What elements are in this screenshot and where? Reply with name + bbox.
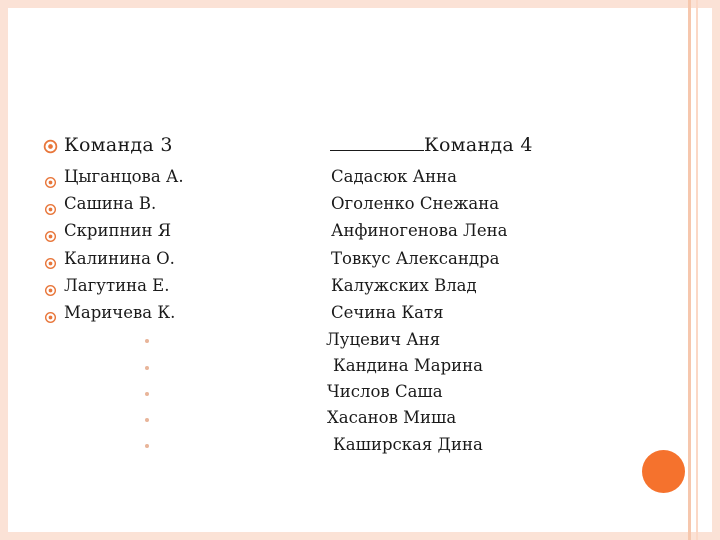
- circle-bullet-icon: [44, 203, 57, 216]
- team4-member: Оголенко Снежана: [331, 194, 500, 213]
- team4-member: Калужских Влад: [331, 276, 477, 295]
- small-dot-icon: [145, 392, 149, 396]
- team4-member: Кандина Марина: [333, 356, 483, 375]
- team4-member: Сечина Катя: [331, 303, 444, 322]
- orange-circle-decoration: [642, 450, 685, 493]
- team3-member: Калинина О.: [64, 249, 175, 268]
- small-dot-icon: [145, 418, 149, 422]
- team3-member: Маричева К.: [64, 303, 176, 322]
- heading-underline: [330, 134, 424, 151]
- right-decor-band-thin: [696, 0, 698, 540]
- small-dot-icon: [145, 444, 149, 448]
- small-dot-icon: [145, 339, 149, 343]
- team4-member: Хасанов Миша: [327, 408, 457, 427]
- team4-member: Каширская Дина: [333, 435, 483, 454]
- circle-bullet-icon: [44, 311, 57, 324]
- team3-member: Скрипнин Я: [64, 221, 172, 240]
- circle-bullet-icon: [44, 230, 57, 243]
- right-decor-band: [688, 0, 691, 540]
- team4-member: Числов Саша: [327, 382, 443, 401]
- team4-heading: Команда 4: [424, 134, 533, 156]
- team3-heading: Команда 3: [64, 134, 173, 156]
- team4-member: Анфиногенова Лена: [331, 221, 508, 240]
- team3-member: Сашина В.: [64, 194, 157, 213]
- circle-bullet-icon: [44, 284, 57, 297]
- small-dot-icon: [145, 366, 149, 370]
- circle-bullet-icon: [44, 176, 57, 189]
- circle-bullet-icon: [43, 139, 58, 154]
- team4-member: Товкус Александра: [331, 249, 500, 268]
- circle-bullet-icon: [44, 257, 57, 270]
- team4-heading-row: [330, 134, 533, 156]
- team3-member: Лагутина Е.: [64, 276, 170, 295]
- team3-member: Цыганцова А.: [64, 167, 184, 186]
- team4-member: Садасюк Анна: [331, 167, 457, 186]
- team4-member: Луцевич Аня: [326, 330, 441, 349]
